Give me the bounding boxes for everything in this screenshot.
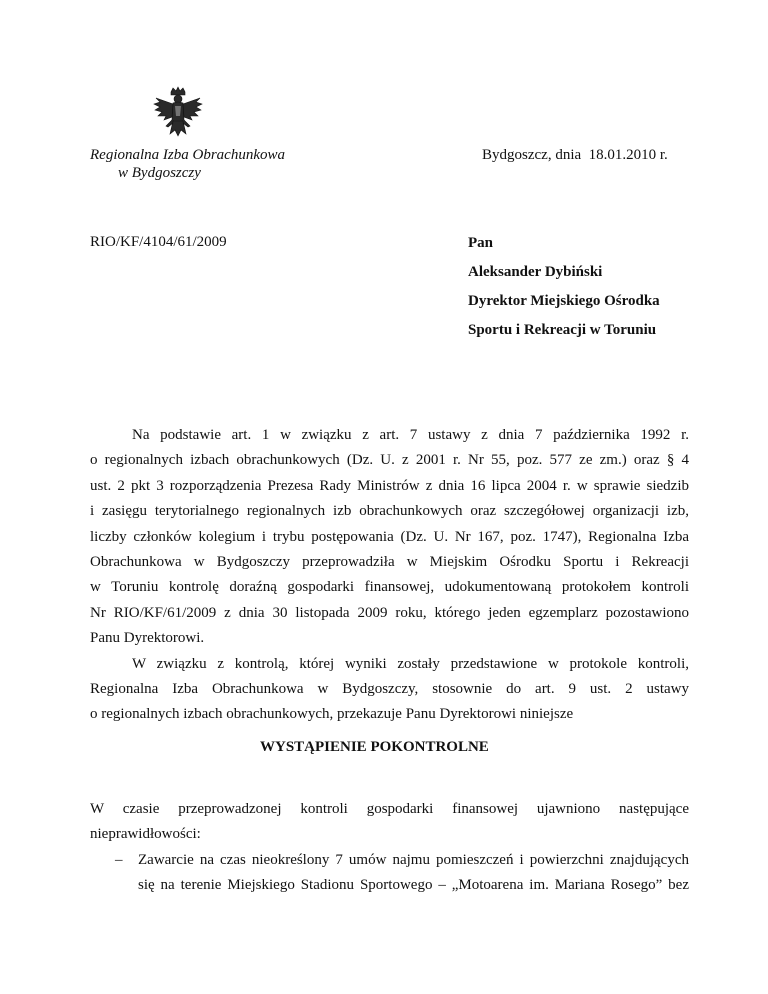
recipient-title-line1: Dyrektor Miejskiego Ośrodka	[468, 293, 660, 309]
body-line: się na terenie Miejskiego Stadionu Sportowego – „Motoarena im. Mariana Rosego” bez	[138, 877, 689, 894]
body-line: W związku z kontrolą, której wyniki zostały przedstawione w protokole kontroli,	[132, 655, 689, 672]
recipient-block	[468, 234, 660, 350]
list-dash: –	[115, 852, 123, 868]
reference-number: RIO/KF/4104/61/2009	[90, 234, 227, 250]
body-line: o regionalnych izbach obrachunkowych (Dz. U. z 2001 r. Nr 55, poz. 577 ze zm.) oraz § 4	[90, 452, 689, 469]
section-heading: WYSTĄPIENIE POKONTROLNE	[260, 739, 489, 755]
recipient-name: Aleksander Dybiński	[468, 264, 603, 280]
body-line: ust. 2 pkt 3 rozporządzenia Prezesa Rady Ministrów z dnia 16 lipca 2004 r. w sprawie siedzib	[90, 477, 689, 494]
body-line: Regionalna Izba Obrachunkowa w Bydgoszczy, stosownie do art. 9 ust. 2 ustawy	[90, 681, 689, 698]
office-name	[90, 146, 285, 182]
office-name-line1: Regionalna Izba Obrachunkowa	[90, 147, 285, 163]
observations-intro	[90, 797, 689, 848]
body-line: Nr RIO/KF/61/2009 z dnia 30 listopada 2009 roku, którego jeden egzemplarz pozostawiono	[90, 604, 689, 621]
body-line: Zawarcie na czas nieokreślony 7 umów najmu pomieszczeń i powierzchni znajdujących	[138, 852, 689, 868]
recipient-salutation: Pan	[468, 235, 494, 251]
body-line: Obrachunkowa w Bydgoszczy przeprowadziła w Miejskim Ośrodku Sportu i Rekreacji	[90, 554, 689, 571]
body-line: Panu Dyrektorowi.	[90, 630, 205, 647]
place-date: Bydgoszcz, dnia 18.01.2010 r.	[482, 147, 668, 163]
body-line: nieprawidłowości:	[90, 826, 201, 843]
body-line: W czasie przeprowadzonej kontroli gospodarki finansowej ujawniono następujące	[90, 801, 689, 817]
letter-body	[90, 423, 689, 728]
office-name-line2: w Bydgoszczy	[118, 165, 201, 181]
body-line: Na podstawie art. 1 w związku z art. 7 ustawy z dnia 7 października 1992 r.	[132, 427, 689, 443]
body-line: w Toruniu kontrolę doraźną gospodarki finansowej, udokumentowaną protokołem kontroli	[90, 579, 689, 596]
body-line: i zasięgu terytorialnego regionalnych izb obrachunkowych oraz szczegółowej organizacji izb,	[90, 503, 689, 520]
recipient-title-line2: Sportu i Rekreacji w Toruniu	[468, 322, 657, 338]
body-line: liczby członków kolegium i trybu postępowania (Dz. U. Nr 167, poz. 1747), Regionalna Izba	[90, 528, 689, 545]
observation-item	[115, 848, 689, 899]
body-line: o regionalnych izbach obrachunkowych, przekazuje Panu Dyrektorowi niniejsze	[90, 706, 574, 723]
polish-eagle-icon	[152, 86, 204, 142]
